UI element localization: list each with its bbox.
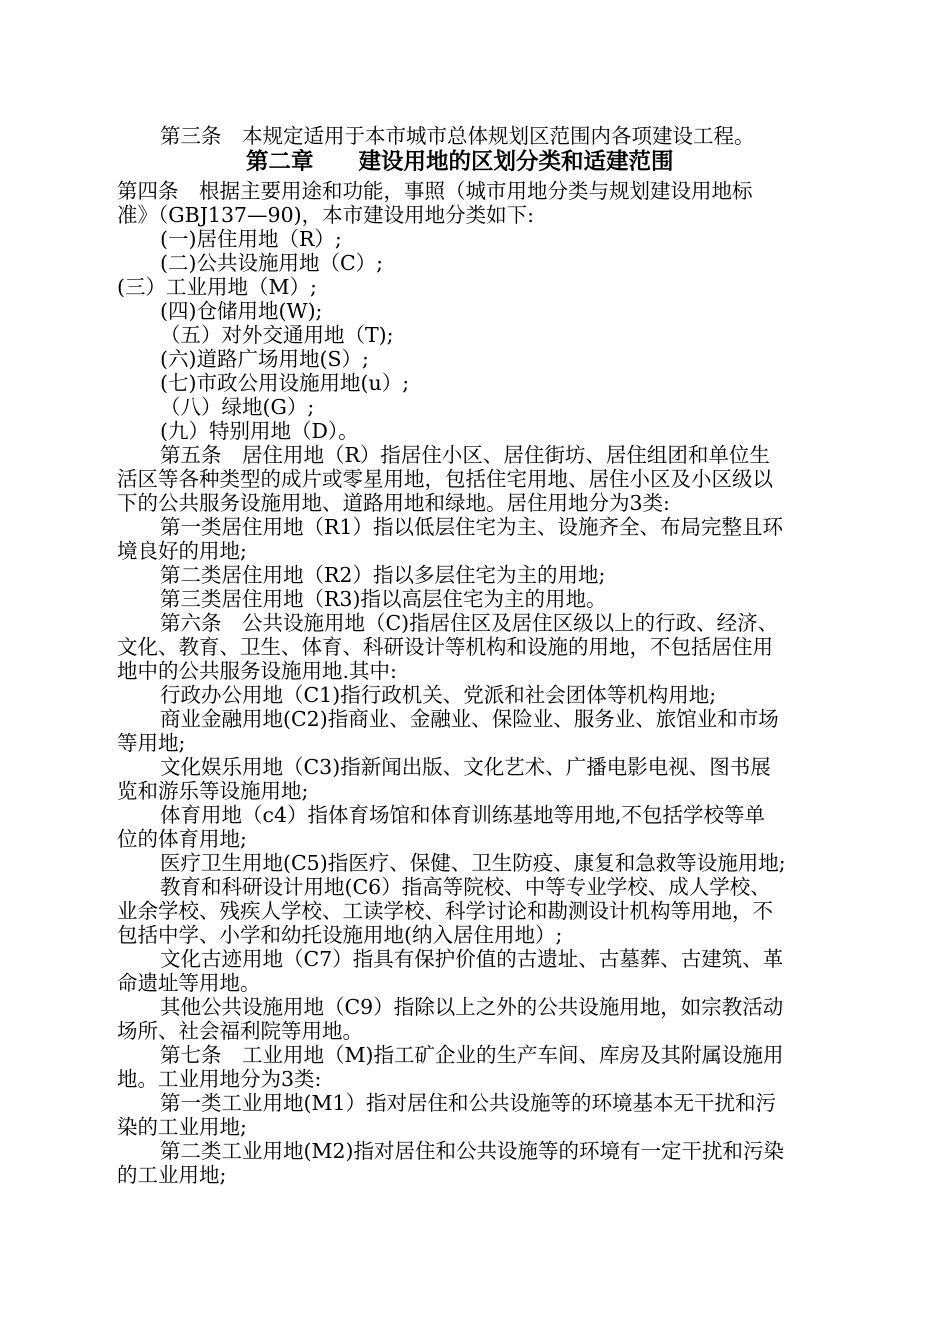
m1-line-2: 染的工业用地;: [117, 1115, 247, 1139]
r3-line: 第三类居住用地（R3)指以高层住宅为主的用地。: [160, 587, 607, 611]
c3-line-2: 览和游乐等设施用地;: [117, 779, 309, 803]
article-7-line-1: 第七条 工业用地（M)指工矿企业的生产车间、库房及其附属设施用: [160, 1043, 784, 1067]
c5-line: 医疗卫生用地(C5)指医疗、保健、卫生防疫、康复和急救等设施用地;: [160, 851, 786, 875]
c2-line-1: 商业金融用地(C2)指商业、金融业、保险业、服务业、旅馆业和市场: [160, 707, 779, 731]
article-7-line-2: 地。工业用地分为3类:: [117, 1067, 322, 1091]
list-item-5: （五）对外交通用地（T);: [160, 323, 394, 347]
c7-line-1: 文化古迹用地（C7）指具有保护价值的古遗址、古墓葬、古建筑、革: [160, 947, 784, 971]
r1-line-2: 境良好的用地;: [117, 539, 247, 563]
c6-line-3: 包括中学、小学和幼托设施用地(纳入居住用地）;: [117, 923, 563, 947]
list-item-8: （八）绿地(G）;: [160, 395, 315, 419]
article-6-line-1: 第六条 公共设施用地（C)指居住区及居住区级以上的行政、经济、: [160, 611, 779, 635]
c9-line-1: 其他公共设施用地（C9）指除以上之外的公共设施用地，如宗教活动: [160, 995, 784, 1019]
article-6-line-3: 地中的公共服务设施用地.其中:: [117, 659, 397, 683]
c6-line-2: 业余学校、残疾人学校、工读学校、科学讨论和勘测设计机构等用地，不: [117, 899, 773, 923]
article-5-line-3: 下的公共服务设施用地、道路用地和绿地。居住用地分为3类:: [117, 491, 670, 515]
m1-line-1: 第一类工业用地(M1）指对居住和公共设施等的环境基本无干扰和污: [160, 1091, 777, 1115]
article-3: 第三条 本规定适用于本市城市总体规划区范围内各项建设工程。: [160, 124, 755, 148]
c9-line-2: 场所、社会福利院等用地。: [117, 1019, 363, 1043]
list-item-6: (六)道路广场用地(S）;: [160, 347, 369, 371]
c4-line-1: 体育用地（c4）指体育场馆和体育训练基地等用地,不包括学校等单: [160, 803, 766, 827]
c2-line-2: 等用地;: [117, 731, 186, 755]
article-4-line-1: 第四条 根据主要用途和功能，事照（城市用地分类与规划建设用地标: [117, 179, 753, 203]
list-item-3: (三）工业用地（M）;: [117, 275, 317, 299]
article-4-line-2: 准》（GBJ137—90)，本市建设用地分类如下:: [117, 203, 535, 227]
article-5-line-1: 第五条 居住用地（R）指居住小区、居住街坊、居住组团和单位生: [160, 443, 770, 467]
article-6-line-2: 文化、教育、卫生、体育、科研设计等机构和设施的用地，不包括居住用: [117, 635, 773, 659]
c7-line-2: 命遗址等用地。: [117, 971, 261, 995]
list-item-7: (七)市政公用设施用地(u）;: [160, 371, 410, 395]
c1-line: 行政办公用地（C1)指行政机关、党派和社会团体等机构用地;: [160, 683, 717, 707]
list-item-9: (九）特别用地（D）。: [160, 419, 359, 443]
list-item-2: (二)公共设施用地（C）;: [160, 251, 384, 275]
r2-line: 第二类居住用地（R2）指以多层住宅为主的用地;: [160, 563, 606, 587]
m2-line-1: 第二类工业用地(M2)指对居住和公共设施等的环境有一定干扰和污染: [160, 1139, 785, 1163]
list-item-1: (一)居住用地（R）;: [160, 227, 342, 251]
c6-line-1: 教育和科研设计用地(C6）指高等院校、中等专业学校、成人学校、: [160, 875, 771, 899]
list-item-4: (四)仓储用地(W);: [160, 299, 323, 323]
c4-line-2: 位的体育用地;: [117, 827, 247, 851]
c3-line-1: 文化娱乐用地（C3)指新闻出版、文化艺术、广播电影电视、图书展: [160, 755, 771, 779]
article-5-line-2: 活区等各种类型的成片或零星用地，包括住宅用地、居住小区及小区级以: [117, 467, 773, 491]
r1-line-1: 第一类居住用地（R1）指以低层住宅为主、设施齐全、布局完整且环: [160, 515, 783, 539]
m2-line-2: 的工业用地;: [117, 1163, 227, 1187]
chapter-heading: 第二章 建设用地的区划分类和适建范围: [246, 149, 674, 175]
